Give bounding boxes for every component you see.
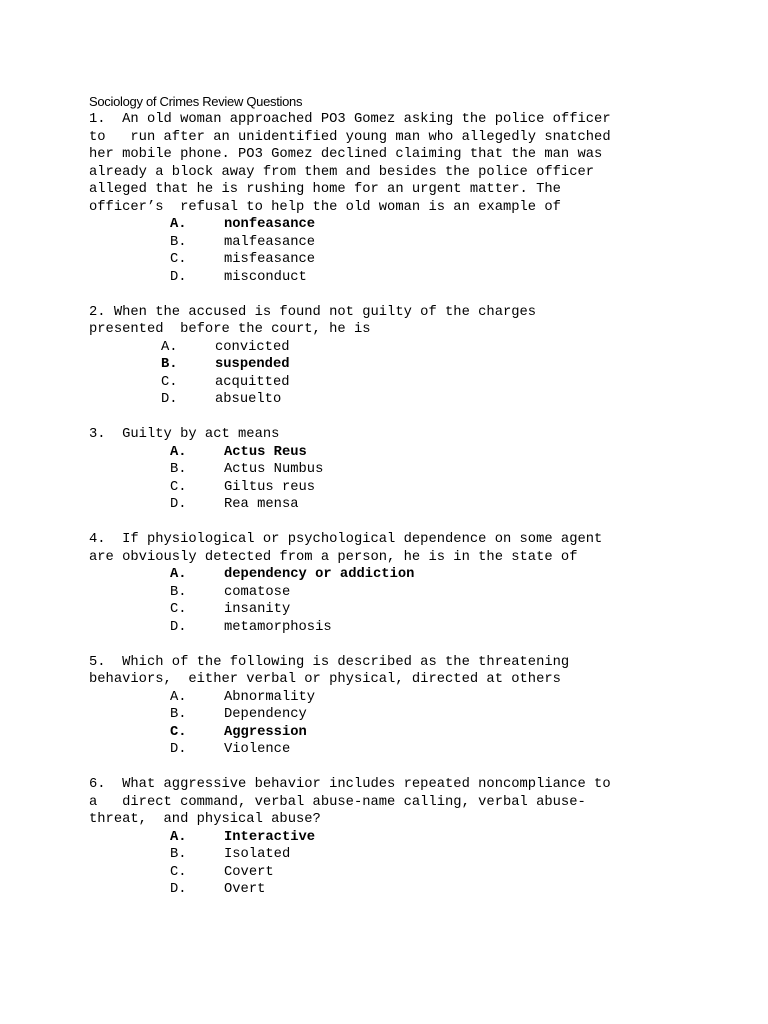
question-text-line: 5. Which of the following is described as the threatening [89,654,570,670]
option-letter: A. [170,217,187,232]
option-letter: B. [170,847,187,862]
option-text: Aggression [224,724,307,740]
option-text: comatose [224,584,291,600]
question-text-line: 4. If physiological or psychological dependence on some agent [89,532,603,547]
answer-option [170,269,620,287]
option-letter: D. [170,497,187,512]
option-text: insanity [224,602,291,617]
option-text: Actus Reus [224,444,307,460]
option-letter: B. [161,357,178,372]
option-text: metamorphosis [224,619,332,635]
option-letter: A. [170,444,187,460]
document-title: Sociology of Crimes Review Questions [89,94,303,109]
question-text-line: 3. Guilty by act means [89,427,280,442]
option-letter: D. [170,619,187,635]
answer-option [170,724,620,742]
question-text-line: already a block away from them and besides the police officer [89,164,595,180]
question-text-line: officer’s refusal to help the old woman is an example of [89,199,561,215]
option-text: Dependency [224,707,307,722]
option-letter: C. [170,479,187,495]
answer-option [161,339,620,357]
question-text-line: her mobile phone. PO3 Gomez declined claiming that the man was [89,147,603,162]
option-text: absuelto [215,392,282,407]
question-text-line: 2. When the accused is found not guilty of the charges [89,304,537,320]
option-letter: D. [170,742,187,757]
option-letter: B. [170,707,187,722]
answer-option [170,584,620,602]
answer-option [170,881,620,899]
answer-option [170,251,620,269]
option-text: misconduct [224,269,307,285]
option-text: convicted [215,339,290,355]
option-text: nonfeasance [224,217,316,232]
option-text: Covert [224,864,274,880]
answer-option [170,619,620,637]
question-text-line: to run after an unidentified young man who allegedly snatched [89,129,611,145]
option-letter: A. [170,567,187,582]
option-text: Overt [224,882,266,897]
answer-option [170,461,620,479]
question-text-line: are obviously detected from a person, he is in the state of [89,549,578,565]
option-text: misfeasance [224,252,316,267]
question-text-line: 6. What aggressive behavior includes repeated noncompliance to [89,777,611,792]
answer-option [170,689,620,707]
answer-option [170,216,620,234]
option-text: Abnormality [224,689,316,705]
answer-option [170,741,620,759]
answer-option [161,356,620,374]
option-letter: C. [170,864,187,880]
question-text-line: behaviors, either verbal or physical, directed at others [89,672,561,687]
option-text: Violence [224,742,291,757]
option-text: suspended [215,357,290,372]
answer-option [170,444,620,462]
option-letter: C. [170,252,187,267]
answer-option [170,234,620,252]
option-text: Rea mensa [224,497,299,512]
answer-option [170,706,620,724]
option-letter: D. [170,269,187,285]
option-text: malfeasance [224,234,316,250]
option-letter: D. [170,882,187,897]
answer-option [170,864,620,882]
question-text-line: presented before the court, he is [89,322,371,337]
question-text-line: threat, and physical abuse? [89,812,321,827]
answer-option [170,479,620,497]
option-letter: B. [170,462,187,477]
question-text-line: 1. An old woman approached PO3 Gomez asking the police officer [89,112,611,127]
answer-option [170,566,620,584]
option-text: Giltus reus [224,479,316,495]
answer-option [161,374,620,392]
answer-option [161,391,620,409]
option-letter: B. [170,234,187,250]
option-letter: C. [170,724,187,740]
option-letter: A. [170,689,187,705]
question-text-line: a direct command, verbal abuse-name calling, verbal abuse- [89,794,586,810]
option-letter: A. [161,339,178,355]
question-text-line: alleged that he is rushing home for an urgent matter. The [89,182,561,197]
option-text: acquitted [215,374,290,390]
option-letter: B. [170,584,187,600]
answer-option [170,846,620,864]
option-text: Isolated [224,847,291,862]
option-text: dependency or addiction [224,567,415,582]
option-text: Interactive [224,829,316,845]
option-letter: C. [161,374,178,390]
option-letter: D. [161,392,178,407]
answer-option [170,829,620,847]
answer-option [170,601,620,619]
option-letter: A. [170,829,187,845]
answer-option [170,496,620,514]
option-text: Actus Numbus [224,462,324,477]
option-letter: C. [170,602,187,617]
